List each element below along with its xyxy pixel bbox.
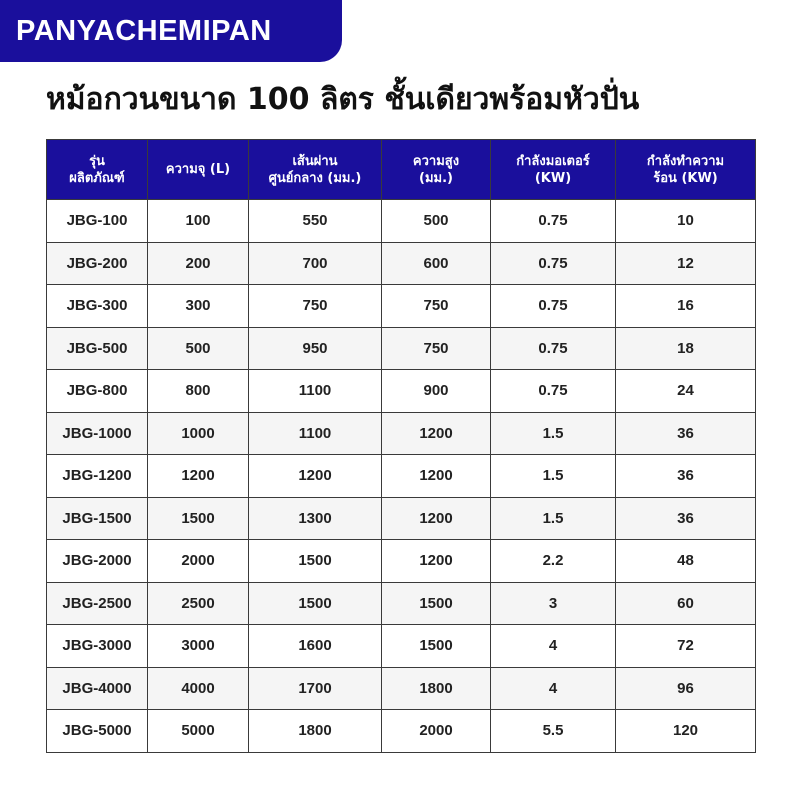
table-row <box>47 582 756 625</box>
diameter-cell: 700 <box>249 242 382 285</box>
table-row <box>47 497 756 540</box>
diameter-cell: 1500 <box>249 540 382 583</box>
model-cell: JBG-2000 <box>47 540 148 583</box>
model-cell: JBG-1500 <box>47 497 148 540</box>
table-row <box>47 370 756 413</box>
motor-power-cell: 0.75 <box>491 285 616 328</box>
brand-name: PANYACHEMIPAN <box>16 14 272 47</box>
capacity-cell: 3000 <box>148 625 249 668</box>
height-cell: 1500 <box>382 582 491 625</box>
model-cell: JBG-300 <box>47 285 148 328</box>
capacity-cell: 5000 <box>148 710 249 753</box>
brand-banner <box>0 0 342 62</box>
heating-power-cell: 24 <box>616 370 756 413</box>
capacity-cell: 1500 <box>148 497 249 540</box>
diameter-cell: 1800 <box>249 710 382 753</box>
model-cell: JBG-5000 <box>47 710 148 753</box>
height-cell: 2000 <box>382 710 491 753</box>
header-motor-power: กำลังมอเตอร์ (KW) <box>491 140 616 200</box>
model-cell: JBG-100 <box>47 200 148 243</box>
table-row <box>47 285 756 328</box>
height-cell: 1200 <box>382 540 491 583</box>
height-cell: 750 <box>382 285 491 328</box>
heating-power-cell: 120 <box>616 710 756 753</box>
table-row <box>47 242 756 285</box>
capacity-cell: 4000 <box>148 667 249 710</box>
header-heating-power: กำลังทำความ ร้อน (KW) <box>616 140 756 200</box>
diameter-cell: 1600 <box>249 625 382 668</box>
heating-power-cell: 10 <box>616 200 756 243</box>
diameter-cell: 550 <box>249 200 382 243</box>
header-model: รุ่น ผลิตภัณฑ์ <box>47 140 148 200</box>
height-cell: 1200 <box>382 497 491 540</box>
table-row <box>47 455 756 498</box>
table-row <box>47 412 756 455</box>
model-cell: JBG-3000 <box>47 625 148 668</box>
capacity-cell: 100 <box>148 200 249 243</box>
model-cell: JBG-500 <box>47 327 148 370</box>
motor-power-cell: 4 <box>491 667 616 710</box>
heating-power-cell: 12 <box>616 242 756 285</box>
heating-power-cell: 60 <box>616 582 756 625</box>
motor-power-cell: 0.75 <box>491 242 616 285</box>
motor-power-cell: 2.2 <box>491 540 616 583</box>
capacity-cell: 200 <box>148 242 249 285</box>
diameter-cell: 1200 <box>249 455 382 498</box>
height-cell: 1800 <box>382 667 491 710</box>
height-cell: 900 <box>382 370 491 413</box>
heating-power-cell: 36 <box>616 412 756 455</box>
capacity-cell: 300 <box>148 285 249 328</box>
motor-power-cell: 1.5 <box>491 412 616 455</box>
capacity-cell: 1000 <box>148 412 249 455</box>
diameter-cell: 1300 <box>249 497 382 540</box>
motor-power-cell: 4 <box>491 625 616 668</box>
height-cell: 750 <box>382 327 491 370</box>
heating-power-cell: 36 <box>616 455 756 498</box>
diameter-cell: 1100 <box>249 412 382 455</box>
model-cell: JBG-200 <box>47 242 148 285</box>
model-cell: JBG-800 <box>47 370 148 413</box>
header-diameter: เส้นผ่าน ศูนย์กลาง (มม.) <box>249 140 382 200</box>
table-row <box>47 540 756 583</box>
model-cell: JBG-2500 <box>47 582 148 625</box>
table-row <box>47 710 756 753</box>
table-row <box>47 625 756 668</box>
capacity-cell: 2000 <box>148 540 249 583</box>
table-row <box>47 327 756 370</box>
heating-power-cell: 48 <box>616 540 756 583</box>
table-body <box>47 200 756 753</box>
model-cell: JBG-4000 <box>47 667 148 710</box>
diameter-cell: 1100 <box>249 370 382 413</box>
motor-power-cell: 1.5 <box>491 455 616 498</box>
diameter-cell: 750 <box>249 285 382 328</box>
height-cell: 1200 <box>382 412 491 455</box>
height-cell: 1500 <box>382 625 491 668</box>
table-row <box>47 667 756 710</box>
capacity-cell: 500 <box>148 327 249 370</box>
capacity-cell: 2500 <box>148 582 249 625</box>
table-row <box>47 200 756 243</box>
model-cell: JBG-1200 <box>47 455 148 498</box>
heating-power-cell: 16 <box>616 285 756 328</box>
heating-power-cell: 18 <box>616 327 756 370</box>
diameter-cell: 950 <box>249 327 382 370</box>
capacity-cell: 800 <box>148 370 249 413</box>
diameter-cell: 1500 <box>249 582 382 625</box>
spec-table <box>46 139 756 753</box>
motor-power-cell: 0.75 <box>491 370 616 413</box>
motor-power-cell: 0.75 <box>491 200 616 243</box>
table-header-row <box>47 140 756 200</box>
height-cell: 500 <box>382 200 491 243</box>
diameter-cell: 1700 <box>249 667 382 710</box>
header-height: ความสูง (มม.) <box>382 140 491 200</box>
motor-power-cell: 5.5 <box>491 710 616 753</box>
page-title: หม้อกวนขนาด 100 ลิตร ชั้นเดียวพร้อมหัวปั่น <box>46 82 640 117</box>
model-cell: JBG-1000 <box>47 412 148 455</box>
motor-power-cell: 3 <box>491 582 616 625</box>
heating-power-cell: 72 <box>616 625 756 668</box>
capacity-cell: 1200 <box>148 455 249 498</box>
motor-power-cell: 0.75 <box>491 327 616 370</box>
motor-power-cell: 1.5 <box>491 497 616 540</box>
header-capacity: ความจุ (L) <box>148 140 249 200</box>
heating-power-cell: 96 <box>616 667 756 710</box>
height-cell: 1200 <box>382 455 491 498</box>
height-cell: 600 <box>382 242 491 285</box>
heating-power-cell: 36 <box>616 497 756 540</box>
